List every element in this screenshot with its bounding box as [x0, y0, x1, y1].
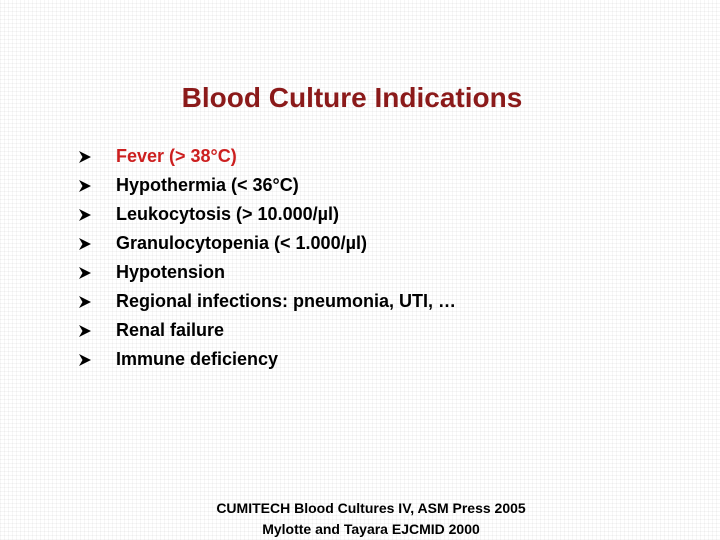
list-item — [78, 345, 456, 374]
bullet-text: Fever (> 38°C) — [116, 146, 237, 166]
slide-title: Blood Culture Indications — [181, 82, 523, 113]
citation — [186, 498, 556, 540]
list-item — [78, 258, 456, 287]
list-item — [78, 287, 456, 316]
arrow-right-icon — [78, 208, 92, 222]
bullet-text: Leukocytosis (> 10.000/µl) — [116, 204, 339, 224]
arrow-right-icon — [78, 324, 92, 338]
arrow-right-icon — [78, 353, 92, 367]
arrow-right-icon — [78, 237, 92, 251]
arrow-right-icon — [78, 150, 92, 164]
citation-line-1: CUMITECH Blood Cultures IV, ASM Press 2005 — [216, 500, 526, 516]
list-item — [78, 229, 456, 258]
arrow-right-icon — [78, 266, 92, 280]
bullet-text: Regional infections: pneumonia, UTI, … — [116, 291, 457, 311]
bullet-text: Immune deficiency — [116, 349, 279, 369]
list-item — [78, 171, 456, 200]
arrow-right-icon — [78, 179, 92, 193]
citation-line-2: Mylotte and Tayara EJCMID 2000 — [262, 521, 480, 537]
bullet-text: Granulocytopenia (< 1.000/µl) — [116, 233, 367, 253]
bullet-text: Hypotension — [116, 262, 226, 282]
bullet-text: Hypothermia (< 36°C) — [116, 175, 299, 195]
arrow-right-icon — [78, 295, 92, 309]
list-item — [78, 200, 456, 229]
list-item — [78, 316, 456, 345]
bullet-text: Renal failure — [116, 320, 225, 340]
bullet-list — [78, 142, 456, 374]
list-item — [78, 142, 456, 171]
